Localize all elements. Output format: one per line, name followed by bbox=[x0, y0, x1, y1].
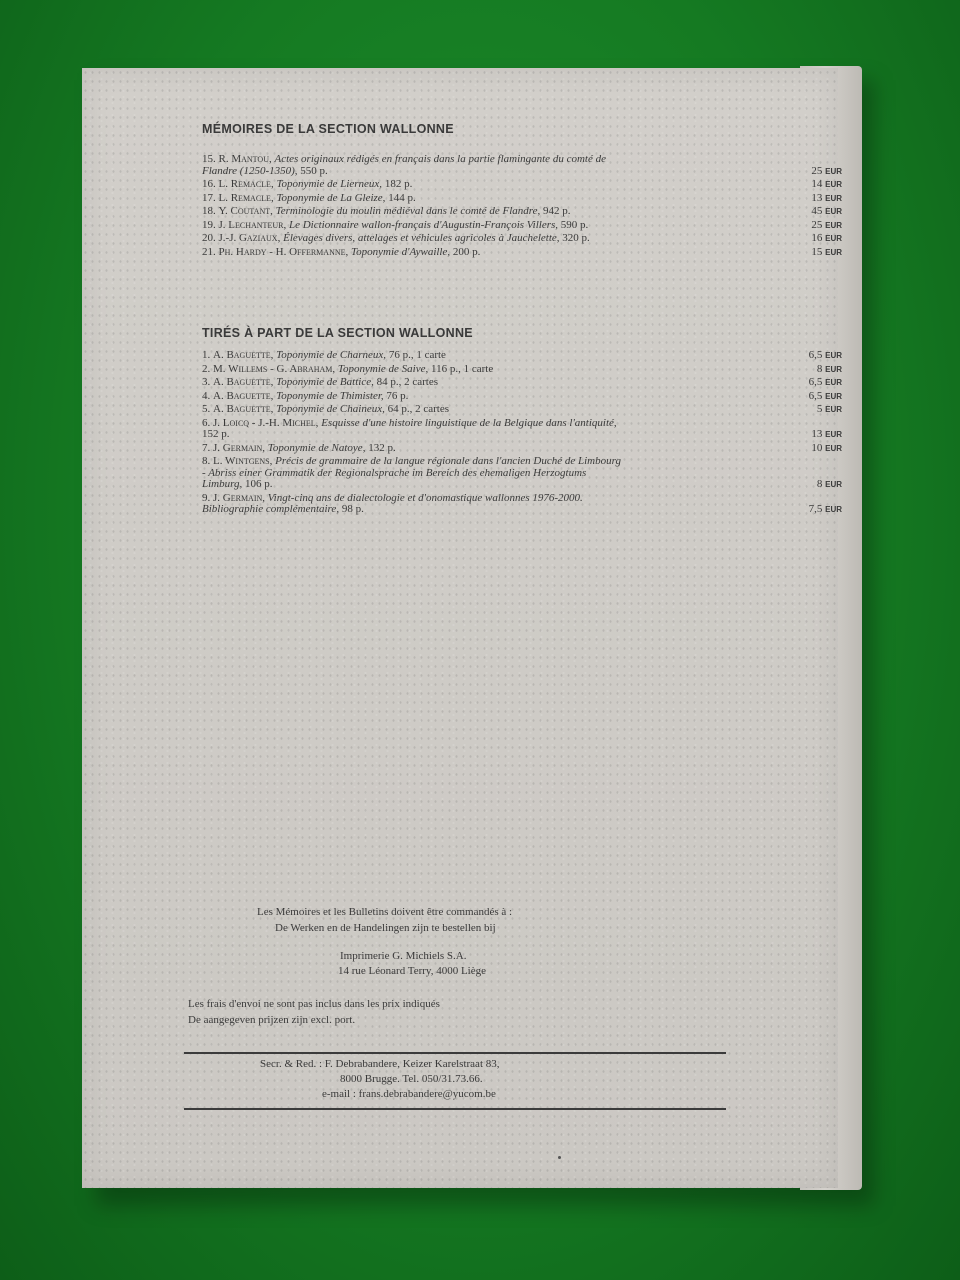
entry-pages: 116 p., 1 carte bbox=[428, 362, 494, 375]
entry-number: 15. bbox=[202, 153, 216, 165]
entry-text bbox=[202, 154, 622, 177]
price-currency: EUR bbox=[825, 220, 842, 230]
tires-list bbox=[202, 349, 842, 518]
secretariat-line: Secr. & Red. : F. Debrabandere, Keizer Karelstraat 83, bbox=[260, 1058, 500, 1070]
entry-title: Toponymie de La Gleize, bbox=[276, 191, 386, 204]
entry-pages: 132 p. bbox=[365, 441, 396, 454]
price-currency: EUR bbox=[825, 351, 842, 360]
printer-address: 14 rue Léonard Terry, 4000 Liège bbox=[338, 965, 486, 977]
bottom-rule bbox=[184, 1108, 726, 1110]
order-line-fr: Les Mémoires et les Bulletins doivent être commandés à : bbox=[257, 906, 513, 918]
entry-text bbox=[202, 364, 622, 376]
price-currency: EUR bbox=[825, 405, 842, 414]
entry-text bbox=[202, 220, 622, 232]
entry-text bbox=[202, 456, 622, 491]
entry-number: 18. bbox=[202, 205, 216, 217]
price-value: 14 bbox=[811, 178, 823, 190]
entry-text bbox=[202, 493, 622, 516]
price-value: 45 bbox=[811, 205, 823, 217]
entry-title: Toponymie de Battice, bbox=[276, 376, 374, 388]
entry-author: L. Remacle, bbox=[218, 178, 274, 190]
price-currency: EUR bbox=[825, 180, 842, 189]
entry-title: Terminologie du moulin médiéval dans le comté de Flandre, bbox=[275, 205, 541, 217]
entry-number: 1. bbox=[202, 349, 211, 361]
entry-number: 2. bbox=[202, 362, 211, 375]
entry-author: J.-J. Gaziaux, bbox=[218, 232, 281, 244]
entry-author: M. Willems - G. Abraham, bbox=[213, 362, 336, 375]
price-currency: EUR bbox=[825, 430, 842, 439]
entry-title: Actes originaux rédigés en français dans la partie flamingante du comté de Flandre (1250-1350), bbox=[202, 153, 606, 177]
entry-price bbox=[732, 179, 842, 191]
price-value: 10 bbox=[811, 441, 823, 454]
memoires-heading: MÉMOIRES DE LA SECTION WALLONNE bbox=[202, 122, 454, 136]
entry-title: Toponymie de Natoye, bbox=[267, 441, 366, 454]
entry-title: Toponymie de Thimister, bbox=[276, 389, 384, 402]
entry-price bbox=[732, 233, 842, 245]
entry-number: 5. bbox=[202, 403, 211, 415]
secretariat-address: 8000 Brugge. Tel. 050/31.73.66. bbox=[340, 1073, 483, 1085]
entry-title: Toponymie de Chaineux, bbox=[276, 403, 385, 415]
price-value: 6,5 bbox=[808, 349, 823, 361]
entry-price bbox=[732, 443, 842, 455]
price-value: 16 bbox=[811, 232, 823, 244]
entry-text bbox=[202, 233, 622, 245]
entry-title: Toponymie de Saive, bbox=[337, 362, 429, 375]
tires-heading: TIRÉS À PART DE LA SECTION WALLONNE bbox=[202, 326, 473, 340]
list-item bbox=[202, 416, 842, 441]
price-value: 7,5 bbox=[808, 503, 823, 515]
entry-number: 9. bbox=[202, 491, 211, 504]
entry-author: J. Germain, bbox=[213, 441, 266, 454]
list-item bbox=[202, 455, 842, 491]
list-item bbox=[202, 491, 842, 516]
price-value: 25 bbox=[811, 164, 823, 177]
price-currency: EUR bbox=[825, 505, 842, 514]
price-currency: EUR bbox=[825, 378, 842, 387]
entry-number: 3. bbox=[202, 376, 211, 388]
price-value: 8 bbox=[816, 362, 823, 375]
price-value: 8 bbox=[816, 478, 823, 490]
price-currency: EUR bbox=[825, 207, 842, 216]
entry-title: Élevages divers, attelages et véhicules agricoles à Jauchelette, bbox=[283, 232, 560, 244]
list-item bbox=[202, 245, 842, 259]
list-item bbox=[202, 218, 842, 232]
list-item bbox=[202, 178, 842, 191]
entry-number: 21. bbox=[202, 245, 216, 258]
speck-dot bbox=[558, 1156, 561, 1159]
entry-text bbox=[202, 377, 622, 389]
entry-title: Toponymie d'Aywaille, bbox=[351, 245, 451, 258]
top-rule bbox=[184, 1052, 726, 1054]
entry-text bbox=[202, 350, 622, 362]
secretariat-email: e-mail : frans.debrabandere@yucom.be bbox=[322, 1088, 496, 1100]
list-item bbox=[202, 389, 842, 403]
entry-price bbox=[732, 479, 842, 491]
entry-author: Ph. Hardy - H. Offermanne, bbox=[218, 245, 349, 258]
entry-price bbox=[732, 247, 842, 259]
entry-pages: 106 p. bbox=[242, 478, 273, 490]
entry-price bbox=[732, 429, 842, 441]
entry-price bbox=[732, 404, 842, 416]
entry-pages: 76 p. bbox=[383, 389, 409, 402]
entry-title: Toponymie de Lierneux, bbox=[276, 178, 383, 190]
entry-pages: 64 p., 2 cartes bbox=[384, 403, 449, 415]
entry-price bbox=[732, 391, 842, 403]
entry-title: Esquisse d'une histoire linguistique de la Belgique dans l'antiquité, bbox=[321, 416, 617, 429]
entry-title: Le Dictionnaire wallon-français d'Augustin-François Villers, bbox=[288, 218, 559, 231]
entry-price bbox=[732, 504, 842, 516]
entry-author: L. Wintgens, bbox=[213, 455, 273, 467]
price-value: 6,5 bbox=[808, 389, 823, 402]
entry-author: Y. Coutant, bbox=[218, 205, 273, 217]
entry-text bbox=[202, 193, 622, 205]
list-item bbox=[202, 153, 842, 177]
entry-title: Précis de grammaire de la langue régionale dans l'ancien Duché de Limbourg - Abriss einer Grammatik der Regionalsprache im Bereich des ehemaligen Herzogtums Limburg, bbox=[202, 455, 621, 490]
price-value: 6,5 bbox=[808, 376, 823, 388]
price-currency: EUR bbox=[825, 166, 842, 176]
entry-text bbox=[202, 443, 622, 455]
entry-pages: 590 p. bbox=[558, 218, 589, 231]
list-item bbox=[202, 205, 842, 218]
entry-pages: 942 p. bbox=[540, 205, 571, 217]
entry-number: 4. bbox=[202, 389, 211, 402]
entry-number: 17. bbox=[202, 191, 216, 204]
entry-pages: 152 p. bbox=[202, 428, 230, 440]
printer-name: Imprimerie G. Michiels S.A. bbox=[340, 950, 467, 962]
price-value: 13 bbox=[811, 428, 823, 440]
price-currency: EUR bbox=[825, 480, 842, 489]
book-back-cover bbox=[82, 68, 842, 1188]
entry-pages: 182 p. bbox=[382, 178, 413, 190]
price-currency: EUR bbox=[825, 247, 842, 257]
entry-number: 7. bbox=[202, 441, 211, 454]
entry-pages: 76 p., 1 carte bbox=[386, 349, 446, 361]
entry-author: J. Germain, bbox=[213, 491, 266, 504]
price-value: 15 bbox=[811, 245, 823, 258]
entry-author: J. Lechanteur, bbox=[218, 218, 287, 231]
entry-pages: 144 p. bbox=[385, 191, 416, 204]
entry-number: 20. bbox=[202, 232, 216, 244]
entry-price bbox=[732, 377, 842, 389]
price-value: 25 bbox=[811, 218, 823, 231]
entry-price bbox=[732, 166, 842, 178]
list-item bbox=[202, 362, 842, 376]
shipping-note-nl: De aangegeven prijzen zijn excl. port. bbox=[188, 1014, 356, 1026]
entry-text bbox=[202, 179, 622, 191]
entry-number: 16. bbox=[202, 178, 216, 190]
order-line-nl: De Werken en de Handelingen zijn te bestellen bij bbox=[275, 922, 496, 934]
entry-pages: 320 p. bbox=[559, 232, 590, 244]
price-currency: EUR bbox=[825, 391, 842, 401]
list-item bbox=[202, 232, 842, 245]
entry-price bbox=[732, 220, 842, 232]
entry-author: L. Remacle, bbox=[218, 191, 274, 204]
list-item bbox=[202, 191, 842, 205]
entry-price bbox=[732, 193, 842, 205]
entry-text bbox=[202, 391, 622, 403]
price-currency: EUR bbox=[825, 234, 842, 243]
price-value: 5 bbox=[816, 403, 823, 415]
entry-title: Toponymie de Charneux, bbox=[276, 349, 387, 361]
entry-author: A. Baguette, bbox=[213, 376, 274, 388]
price-value: 13 bbox=[811, 191, 823, 204]
entry-author: A. Baguette, bbox=[213, 389, 274, 402]
entry-text bbox=[202, 404, 622, 416]
entry-pages: 98 p. bbox=[339, 503, 364, 515]
entry-author: A. Baguette, bbox=[213, 349, 274, 361]
entry-price bbox=[732, 350, 842, 362]
price-currency: EUR bbox=[825, 443, 842, 453]
entry-author: J. Loicq - J.-H. Michel, bbox=[213, 416, 319, 429]
entry-text bbox=[202, 206, 622, 218]
entry-number: 8. bbox=[202, 455, 211, 467]
memoires-list bbox=[202, 153, 842, 260]
entry-title: Vingt-cinq ans de dialectologie et d'onomastique wallonnes 1976-2000. Bibliographie complémentaire, bbox=[202, 491, 583, 515]
entry-author: A. Baguette, bbox=[213, 403, 274, 415]
list-item bbox=[202, 349, 842, 362]
entry-number: 6. bbox=[202, 416, 211, 429]
price-currency: EUR bbox=[825, 193, 842, 203]
entry-pages: 84 p., 2 cartes bbox=[373, 376, 438, 388]
entry-price bbox=[732, 206, 842, 218]
entry-pages: 200 p. bbox=[450, 245, 481, 258]
entry-text bbox=[202, 418, 622, 441]
list-item bbox=[202, 376, 842, 389]
entry-number: 19. bbox=[202, 218, 216, 231]
list-item bbox=[202, 403, 842, 416]
shipping-note-fr: Les frais d'envoi ne sont pas inclus dans les prix indiqués bbox=[188, 998, 440, 1010]
entry-pages: 550 p. bbox=[297, 164, 328, 177]
list-item bbox=[202, 441, 842, 455]
entry-author: R. Mantou, bbox=[218, 153, 272, 165]
entry-price bbox=[732, 364, 842, 376]
entry-text bbox=[202, 247, 622, 259]
price-currency: EUR bbox=[825, 364, 842, 374]
